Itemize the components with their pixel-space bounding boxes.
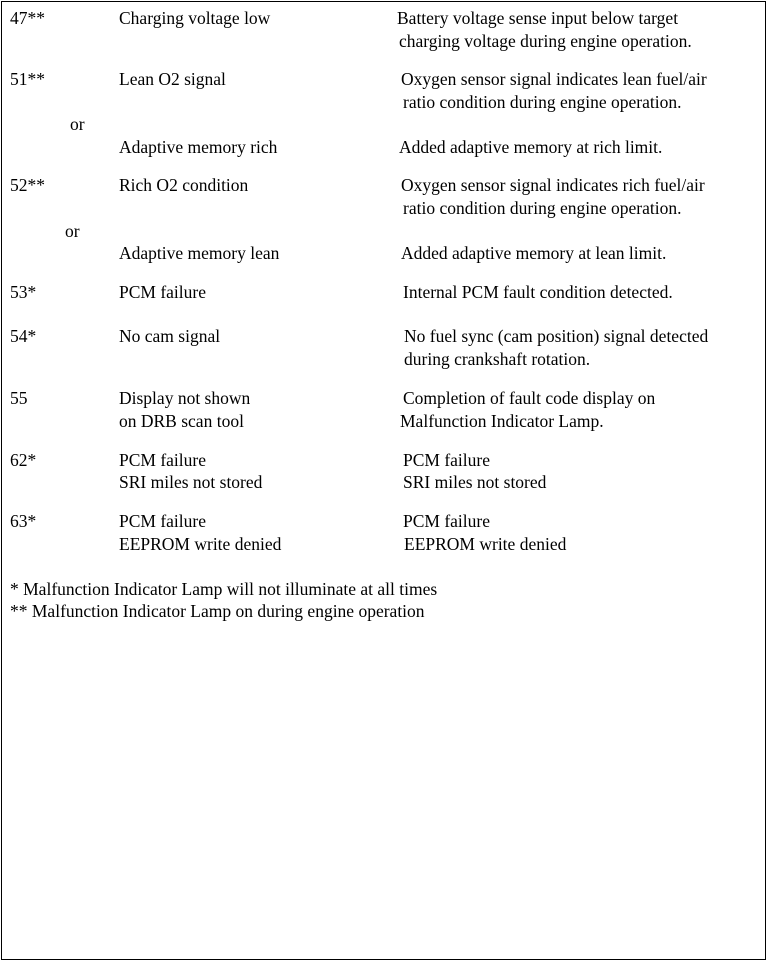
fault-code: 62* xyxy=(10,450,37,470)
fault-explanation: Malfunction Indicator Lamp. xyxy=(400,411,604,431)
fault-description: Charging voltage low xyxy=(119,8,271,28)
fault-description: Adaptive memory lean xyxy=(119,243,280,263)
fault-code: 53* xyxy=(10,282,37,302)
or-label: or xyxy=(65,221,80,241)
fault-code: 47** xyxy=(10,8,45,28)
fault-description: Rich O2 condition xyxy=(119,175,249,195)
fault-description: Lean O2 signal xyxy=(119,69,226,89)
fault-explanation: Oxygen sensor signal indicates lean fuel/air xyxy=(401,69,707,89)
fault-explanation: ratio condition during engine operation. xyxy=(403,198,682,218)
fault-explanation: Added adaptive memory at lean limit. xyxy=(401,243,667,263)
or-label: or xyxy=(70,114,85,134)
fault-code: 52** xyxy=(10,175,45,195)
fault-explanation: SRI miles not stored xyxy=(403,472,547,492)
footnote-double-asterisk: ** Malfunction Indicator Lamp on during engine operation xyxy=(10,601,425,621)
fault-explanation: PCM failure xyxy=(403,511,491,531)
fault-description: Display not shown xyxy=(119,388,251,408)
fault-description: No cam signal xyxy=(119,326,221,346)
fault-explanation: EEPROM write denied xyxy=(404,534,567,554)
fault-explanation: Oxygen sensor signal indicates rich fuel/air xyxy=(401,175,705,195)
fault-description: Adaptive memory rich xyxy=(119,137,278,157)
fault-explanation: charging voltage during engine operation. xyxy=(399,31,692,51)
fault-description: EEPROM write denied xyxy=(119,534,282,554)
fault-description: on DRB scan tool xyxy=(119,411,244,431)
fault-explanation: Completion of fault code display on xyxy=(403,388,656,408)
fault-explanation: No fuel sync (cam position) signal detected xyxy=(404,326,709,346)
fault-description: PCM failure xyxy=(119,511,207,531)
fault-explanation: Internal PCM fault condition detected. xyxy=(403,282,673,302)
fault-explanation: PCM failure xyxy=(403,450,491,470)
fault-explanation: Battery voltage sense input below target xyxy=(397,8,679,28)
fault-description: PCM failure xyxy=(119,450,207,470)
fault-description: PCM failure xyxy=(119,282,207,302)
fault-code: 55 xyxy=(10,388,28,408)
fault-explanation: ratio condition during engine operation. xyxy=(403,92,682,112)
fault-description: SRI miles not stored xyxy=(119,472,263,492)
fault-explanation: Added adaptive memory at rich limit. xyxy=(399,137,663,157)
footnote-single-asterisk: * Malfunction Indicator Lamp will not illuminate at all times xyxy=(10,579,438,599)
fault-code: 54* xyxy=(10,326,37,346)
fault-code: 51** xyxy=(10,69,45,89)
fault-explanation: during crankshaft rotation. xyxy=(404,349,591,369)
fault-code: 63* xyxy=(10,511,37,531)
